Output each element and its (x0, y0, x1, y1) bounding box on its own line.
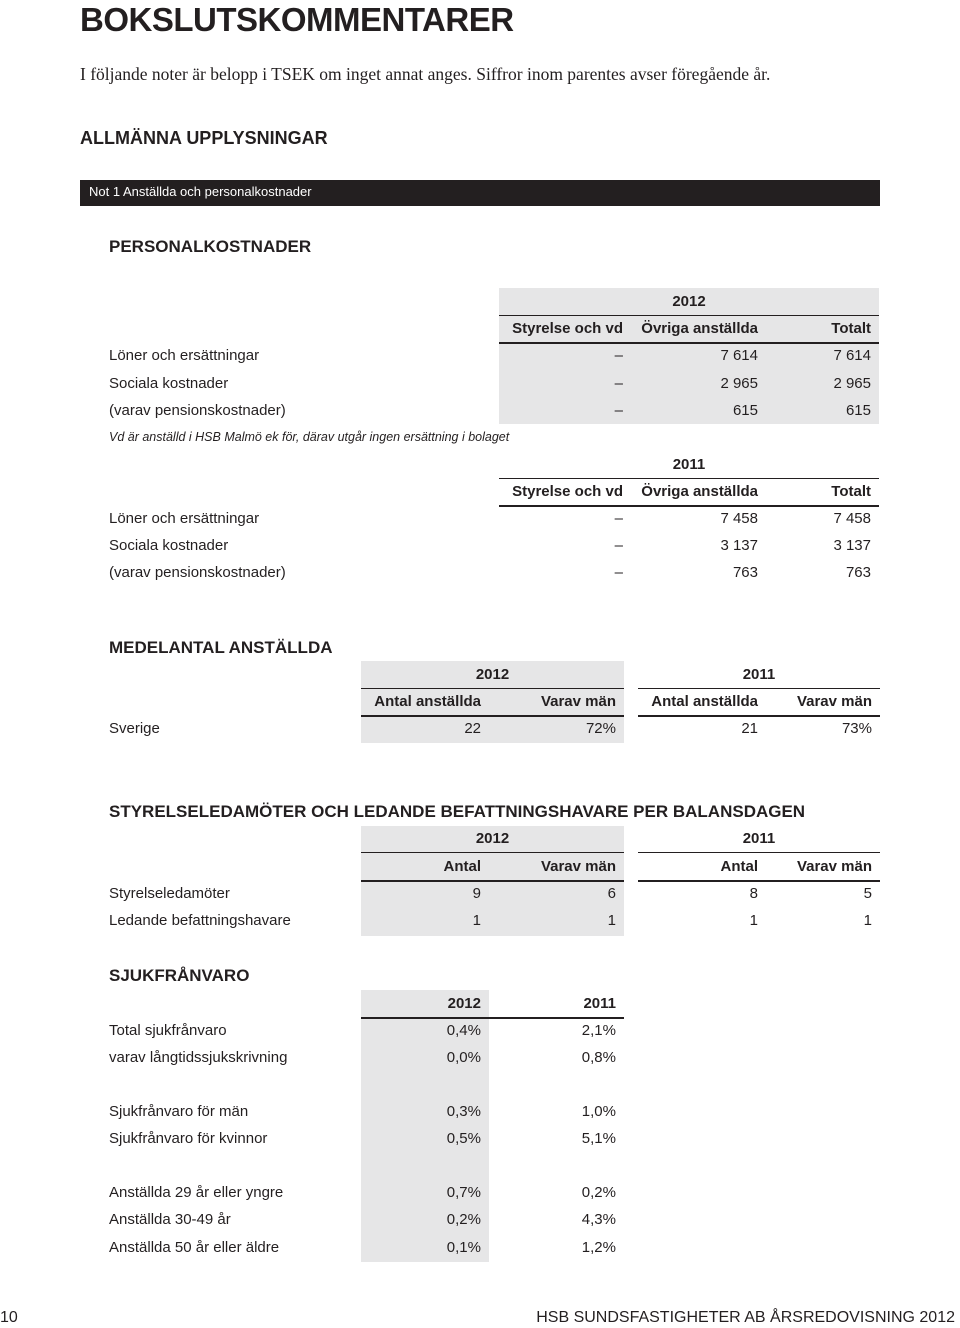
row-label: Löner och ersättningar (109, 347, 260, 364)
row-label: Sverige (109, 720, 160, 737)
col-header: Antal anställda (651, 693, 758, 710)
sjuk-heading: SJUKFRÅNVARO (109, 966, 250, 985)
divider (361, 852, 624, 853)
cell: – (614, 537, 623, 554)
cell: 5 (863, 885, 872, 902)
cell: 6 (607, 885, 616, 902)
year-header: 2011 (742, 830, 776, 847)
cell: – (614, 347, 623, 364)
year-header: 2011 (742, 666, 776, 683)
col-header: Varav män (796, 858, 872, 875)
cell: 1 (749, 912, 758, 929)
cell: 1,0% (581, 1103, 616, 1120)
col-header: Varav män (540, 858, 616, 875)
cell: 615 (732, 402, 758, 419)
page-title: BOKSLUTSKOMMENTARER (80, 1, 514, 38)
cell: 3 137 (833, 537, 871, 554)
cell: – (614, 375, 623, 392)
divider (361, 1017, 624, 1019)
row-label: (varav pensionskostnader) (109, 564, 286, 581)
cell: 7 614 (720, 347, 758, 364)
cell: 7 458 (833, 510, 871, 527)
cell: 7 614 (833, 347, 871, 364)
cell: 1 (472, 912, 481, 929)
col-header: Styrelse och vd (512, 483, 623, 500)
col-header: Varav män (796, 693, 872, 710)
cell: 0,3% (446, 1103, 481, 1120)
col-header: Antal (720, 858, 758, 875)
cell: 7 458 (720, 510, 758, 527)
divider (638, 688, 880, 689)
cell: 72% (585, 720, 616, 737)
row-label: Anställda 29 år eller yngre (109, 1184, 284, 1201)
page-number: 10 (0, 1309, 18, 1326)
styrelse-heading: STYRELSELEDAMÖTER OCH LEDANDE BEFATTNINGSHAVARE PER BALANSDAGEN (109, 802, 806, 821)
cell: 0,2% (581, 1184, 616, 1201)
footer-text: HSB SUNDSFASTIGHETER AB ÅRSREDOVISNING 2012 (536, 1309, 955, 1326)
col-header: Övriga anställda (641, 483, 758, 500)
row-label: Sociala kostnader (109, 537, 229, 554)
divider (638, 852, 880, 853)
cell: 0,7% (446, 1184, 481, 1201)
row-label: Anställda 50 år eller äldre (109, 1239, 280, 1256)
col-header: Varav män (540, 693, 616, 710)
cell: 615 (845, 402, 871, 419)
year-header: 2012 (447, 995, 481, 1012)
cell: 9 (472, 885, 481, 902)
row-label: Sociala kostnader (109, 375, 229, 392)
cell: 0,8% (581, 1049, 616, 1066)
cell: 1 (863, 912, 872, 929)
col-header: Styrelse och vd (512, 320, 623, 337)
col-header: Totalt (831, 483, 871, 500)
divider (638, 880, 880, 882)
divider (638, 715, 880, 717)
cell: 0,1% (446, 1239, 481, 1256)
intro-text: I följande noter är belopp i TSEK om inget annat anges. Siffror inom parentes avser föregående år. (80, 64, 771, 84)
divider (499, 505, 879, 507)
row-label: Löner och ersättningar (109, 510, 260, 527)
col-header: Antal (443, 858, 481, 875)
personal-2011-year: 2011 (672, 456, 706, 473)
cell: – (614, 402, 623, 419)
medel-heading: MEDELANTAL ANSTÄLLDA (109, 638, 333, 657)
cell: 22 (464, 720, 481, 737)
divider (361, 688, 624, 689)
row-label: Sjukfrånvaro för män (109, 1103, 249, 1120)
note-bar-text: Not 1 Anställda och personalkostnader (89, 184, 312, 199)
divider (361, 715, 624, 717)
divider (499, 315, 879, 316)
row-label: Total sjukfrånvaro (109, 1022, 227, 1039)
row-label: (varav pensionskostnader) (109, 402, 286, 419)
cell: 763 (845, 564, 871, 581)
cell: 1 (607, 912, 616, 929)
cell: 4,3% (581, 1211, 616, 1228)
section-title: ALLMÄNNA UPPLYSNINGAR (80, 128, 328, 148)
row-label: Styrelseledamöter (109, 885, 230, 902)
col-header: Övriga anställda (641, 320, 758, 337)
divider (499, 478, 879, 479)
year-header: 2012 (475, 830, 510, 847)
row-label: Sjukfrånvaro för kvinnor (109, 1130, 268, 1147)
cell: 763 (732, 564, 758, 581)
row-label: Ledande befattningshavare (109, 912, 291, 929)
divider (499, 342, 879, 344)
cell: 0,5% (446, 1130, 481, 1147)
cell: 3 137 (720, 537, 758, 554)
cell: 2,1% (581, 1022, 616, 1039)
col-header: Totalt (831, 320, 871, 337)
row-label: Anställda 30-49 år (109, 1211, 231, 1228)
year-header: 2011 (583, 995, 616, 1012)
row-label: varav långtidssjukskrivning (109, 1049, 288, 1066)
cell: – (614, 510, 623, 527)
cell: 2 965 (720, 375, 758, 392)
personal-heading: PERSONALKOSTNADER (109, 237, 312, 256)
cell: – (614, 564, 623, 581)
divider (361, 880, 624, 882)
footnote: Vd är anställd i HSB Malmö ek för, därav utgår ingen ersättning i bolaget (109, 430, 510, 444)
cell: 2 965 (833, 375, 871, 392)
year-header: 2012 (475, 666, 510, 683)
cell: 5,1% (581, 1130, 616, 1147)
personal-2012-year: 2012 (672, 293, 706, 310)
cell: 8 (749, 885, 758, 902)
cell: 1,2% (581, 1239, 616, 1256)
cell: 21 (741, 720, 758, 737)
cell: 0,4% (446, 1022, 481, 1039)
cell: 0,2% (446, 1211, 481, 1228)
cell: 73% (841, 720, 872, 737)
cell: 0,0% (446, 1049, 481, 1066)
col-header: Antal anställda (374, 693, 481, 710)
